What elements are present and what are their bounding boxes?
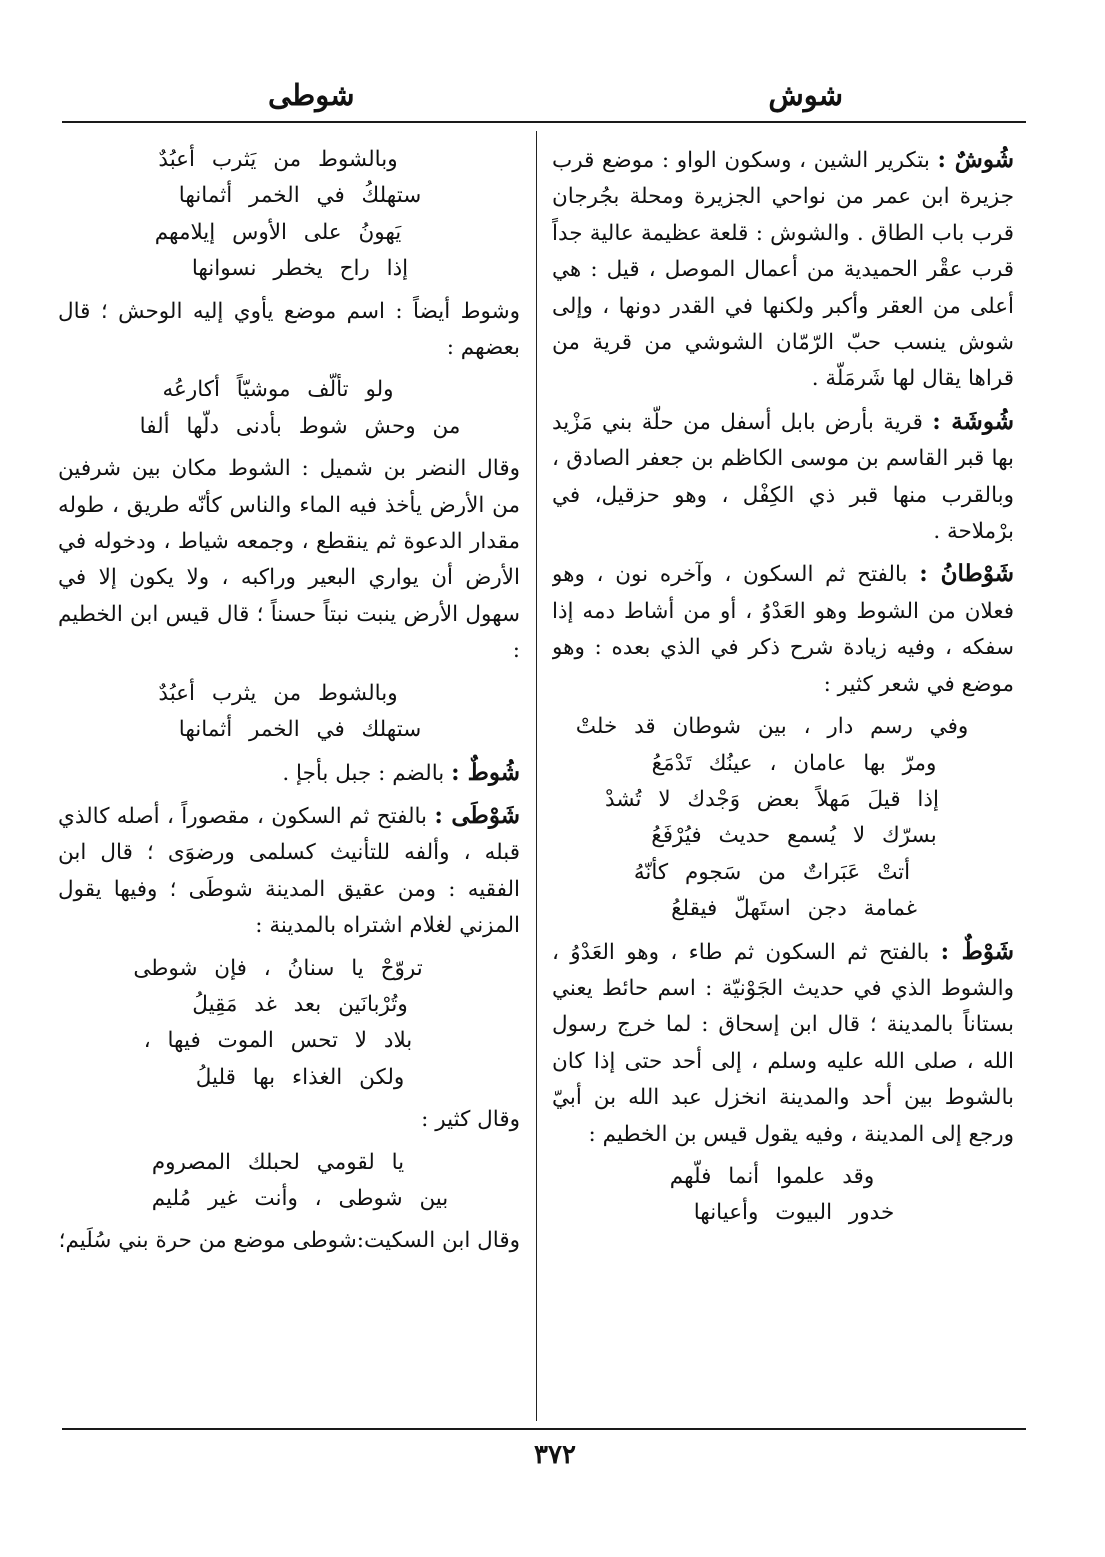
verse-line: ولو تألّف موشيّاً أكارعُه bbox=[162, 377, 394, 403]
header-rule bbox=[62, 121, 1026, 123]
entry-shush bbox=[552, 142, 1014, 398]
left-column bbox=[58, 142, 520, 1417]
verse-line: إذا قيلَ مَهلاً بعض وَجْدك لا تُشدْ bbox=[605, 786, 939, 812]
poem-block bbox=[58, 951, 520, 1097]
poem-block bbox=[58, 142, 520, 288]
poem-block bbox=[552, 1159, 1014, 1232]
paragraph bbox=[58, 451, 520, 669]
entry-text: بالفتح ثم السكون ، وآخره نون ، وهو فعلان من الشوط وهو العَدْوُ ، أو من أشاط دمه إذا سفكه ، وفيه زيادة شرح ذكر في الذي بعده : وهو موضع في شعر كثير : bbox=[552, 562, 1014, 697]
verse-line: أتتْ عَبَراتٌ من سَجوم كأنّهُ bbox=[633, 859, 911, 885]
poem-block bbox=[58, 1145, 520, 1218]
entry-text: بتكرير الشين ، وسكون الواو : موضع قرب جزيرة ابن عمر من نواحي الجزيرة ومحلة بجُرجان قرب باب الطاق . والشوش : قلعة عظيمة عالية جداً قرب عقْر الحميدية من أعمال الموصل ، قيل : هي أعلى من العقر وأكبر ولكنها في القدر دونها ، وإلى شوش ينسب حبّ الرّمّان الشوشي من قرية من قراها يقال لها شَرمَلّة . bbox=[552, 148, 1014, 392]
verse-line: إذا راح يخطر نسوانها bbox=[191, 256, 409, 282]
entry-text: بالفتح ثم السكون ، مقصوراً ، أصله كالذي قبله ، وألفه للتأنيث كسلمى ورضوَى ؛ قال ابن الفقيه : ومن عقيق المدينة شوطَى ؛ وفيها يقول المزني لغلام اشتراه بالمدينة : bbox=[58, 803, 520, 939]
paragraph bbox=[58, 1102, 520, 1138]
entry-shawt bbox=[552, 934, 1014, 1153]
verse-line: ستهلك في الخمر أثمانها bbox=[178, 717, 422, 743]
headword: شَوْطَى : bbox=[434, 801, 520, 829]
verse-line: غمامة دجن استَهلّ فيقلعُ bbox=[671, 896, 917, 922]
running-header-left: شوطى bbox=[268, 78, 355, 112]
verse-line: وقد علموا أنما فلّهم bbox=[669, 1163, 875, 1189]
paragraph bbox=[58, 1223, 520, 1259]
entry-text: وشوط أيضاً : اسم موضع يأوي إليه الوحش ؛ قال بعضهم : bbox=[58, 298, 520, 361]
headword: شُوشٌ : bbox=[937, 146, 1014, 173]
paragraph bbox=[58, 294, 520, 367]
entry-text: وقال ابن السكيت:شوطى موضع من حرة بني سُلَيم؛ bbox=[58, 1228, 520, 1254]
column-divider bbox=[536, 131, 537, 1421]
entry-text: بالفتح ثم السكون ثم طاء ، وهو العَدْوُ ، والشوط الذي في حديث الجَوْنيّة : اسم حائط يعني بستاناً بالمدينة ؛ قال ابن إسحاق : لما خرج رسول الله ، صلى الله عليه وسلم ، إلى أحد حتى إذا كان بالشوط بين أحد والمدينة انخزل عبد الله بن أبيّ ورجع إلى المدينة ، وفيه يقول قيس بن الخطيم : bbox=[552, 939, 1014, 1147]
verse-line: يَهونُ على الأوس إيلامهم bbox=[154, 219, 402, 245]
entry-shusha bbox=[552, 404, 1014, 551]
running-header-right: شوش bbox=[768, 78, 843, 112]
entry-text: بالضم : جبل بأجإ . bbox=[282, 760, 445, 786]
poem-block bbox=[552, 709, 1014, 927]
verse-line: وبالشوط من يَثرب أعبُدٌ bbox=[158, 147, 398, 172]
verse-line: ستهلكُ في الخمر أثمانها bbox=[178, 183, 422, 209]
right-column bbox=[552, 142, 1014, 1417]
verse-line: من وحش شوط بأدنى دلّها ألفا bbox=[139, 413, 461, 439]
entry-shawta bbox=[58, 798, 520, 945]
verse-line: بلاد لا تحس الموت فيها ، bbox=[143, 1028, 413, 1054]
headword: شَوْطانُ : bbox=[919, 560, 1014, 588]
headword: شُوطٌ : bbox=[451, 758, 520, 786]
verse-line: ومرّ بها عامان ، عينُك تَدْمَعُ bbox=[651, 750, 937, 776]
entry-text: قرية بأرض بابل أسفل من حلّة بني مَزْيد بها قبر القاسم بن موسى الكاظم بن جعفر الصادق ، وبالقرب منها قبر ذي الكِفْل ، وهو حزقيل، في برْملاحة . bbox=[552, 409, 1014, 545]
verse-line: بسرّك لا يُسمع حديث فيُرْفَعُ bbox=[651, 823, 937, 849]
page-number: ٣٧٢ bbox=[534, 1440, 576, 1470]
verse-line: بين شوطى ، وأنت غير مُليم bbox=[151, 1185, 449, 1211]
headword: شَوْطٌ : bbox=[940, 937, 1014, 965]
entry-shut bbox=[58, 755, 520, 792]
footer-rule bbox=[62, 1428, 1026, 1430]
verse-line: ولكن الغذاء بها قليلُ bbox=[195, 1064, 405, 1090]
verse-line: يا لقومي لحبلك المصروم bbox=[151, 1149, 405, 1175]
verse-line: وفي رسم دار ، بين شوطان قد خلتْ bbox=[575, 714, 969, 740]
entry-shawtan bbox=[552, 556, 1014, 703]
poem-block bbox=[58, 372, 520, 445]
entry-text: وقال كثير : bbox=[421, 1107, 520, 1133]
verse-line: خدور البيوت وأعيانها bbox=[693, 1200, 895, 1226]
verse-line: وتُرْبانَين بعد غد مَقِيلُ bbox=[192, 991, 408, 1017]
headword: شُوشَة : bbox=[932, 407, 1014, 435]
poem-block bbox=[58, 676, 520, 749]
verse-line: تروّحْ يا سنانُ ، فإن شوطى bbox=[133, 955, 423, 981]
entry-text: وقال النضر بن شميل : الشوط مكان بين شرفين من الأرض يأخذ فيه الماء والناس كأنّه طريق ، طوله مقدار الدعوة ثم ينقطع ، وجمعه شياط ، ودخوله في الأرض أن يواري البعير وراكبه ، ولا يكون إلا في سهول الأرض ينبت نبتاً حسناً ؛ قال قيس ابن الخطيم : bbox=[58, 456, 520, 664]
verse-line: وبالشوط من يثرب أعبُدٌ bbox=[158, 680, 398, 706]
